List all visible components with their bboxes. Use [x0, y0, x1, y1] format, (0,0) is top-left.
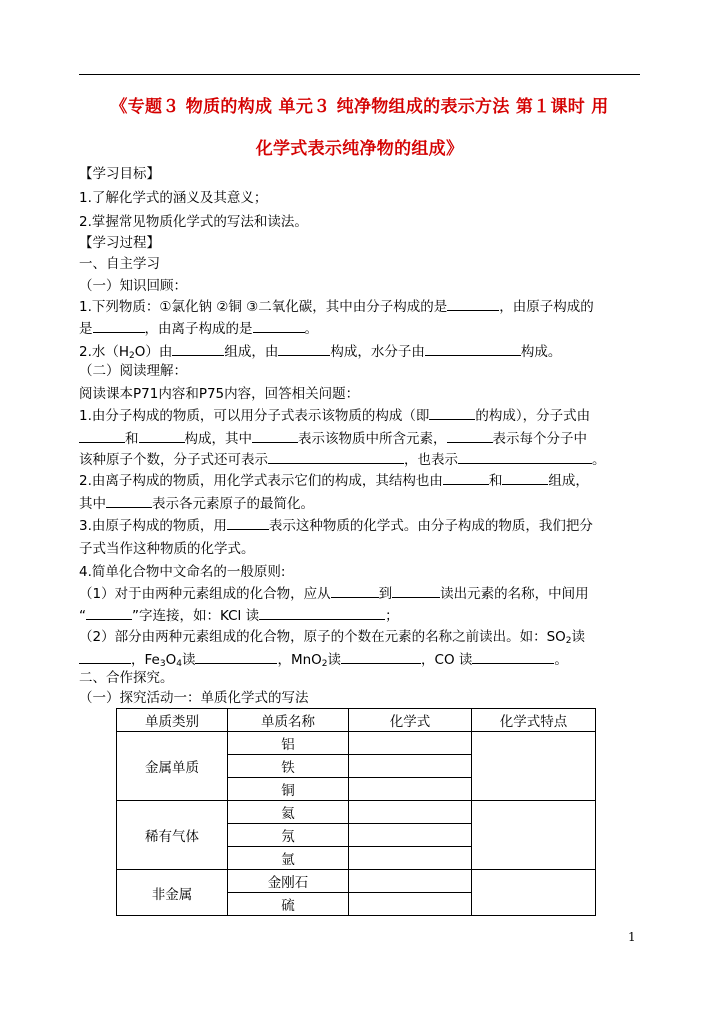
reading-3-line1: 3.由原子构成的物质，用 表示这种物质的化学式。由分子构成的物质，我们把分 — [79, 518, 593, 534]
blank-field[interactable] — [278, 343, 330, 356]
element-name-cell: 铁 — [228, 755, 349, 778]
reading-intro: 阅读课本P71内容和P75内容，回答相关问题： — [79, 386, 360, 402]
blank-field[interactable] — [443, 472, 489, 485]
feature-cell[interactable] — [472, 870, 596, 916]
question-1-line1: 1.下列物质：①氯化钠 ②铜 ③二氧化碳，其中由分子构成的是 ，由原子构成的 — [79, 299, 594, 315]
element-name-cell: 铝 — [228, 732, 349, 755]
section-1-heading: 一、自主学习 — [79, 256, 160, 272]
table-row — [117, 732, 596, 755]
blank-field[interactable] — [252, 430, 298, 443]
element-formula-table — [116, 708, 596, 916]
table-row — [117, 870, 596, 893]
goals-heading: 【学习目标】 — [79, 166, 160, 182]
blank-field[interactable] — [172, 343, 224, 356]
reading-2-line2: 其中 表示各元素原子的最简化。 — [79, 496, 314, 512]
question-1-line2: 是 ，由离子构成的是 。 — [79, 321, 318, 337]
formula-cell[interactable] — [349, 732, 472, 755]
blank-field[interactable] — [79, 430, 125, 443]
blank-field[interactable] — [425, 343, 521, 356]
element-name-cell: 金刚石 — [228, 870, 349, 893]
blank-field[interactable] — [392, 585, 440, 598]
formula-cell[interactable] — [349, 870, 472, 893]
table-header: 单质名称 — [228, 709, 349, 732]
table-header-row — [117, 709, 596, 732]
blank-field[interactable] — [86, 607, 132, 620]
blank-field[interactable] — [79, 651, 131, 664]
blank-field[interactable] — [458, 451, 592, 464]
blank-field[interactable] — [268, 451, 404, 464]
blank-field[interactable] — [341, 651, 421, 664]
formula-cell[interactable] — [349, 847, 472, 870]
reading-1-line3: 该种原子个数，分子式还可表示 ，也表示 。 — [79, 452, 606, 468]
rule-1-line1: （1）对于由两种元素组成的化合物，应从 到 读出元素的名称，中间用 — [79, 586, 589, 602]
formula-cell[interactable] — [349, 893, 472, 916]
formula-cell[interactable] — [349, 778, 472, 801]
reading-2-line1: 2.由离子构成的物质，用化学式表示它们的构成，其结构也由 和 组成， — [79, 473, 589, 489]
blank-field[interactable] — [139, 430, 185, 443]
document-title-line2: 化学式表示纯净物的组成》 — [255, 139, 464, 159]
goal-1: 1.了解化学式的涵义及其意义； — [79, 190, 268, 206]
goal-2: 2.掌握常见物质化学式的写法和读法。 — [79, 214, 308, 230]
feature-cell[interactable] — [472, 801, 596, 870]
blank-field[interactable] — [447, 298, 499, 311]
element-name-cell: 硫 — [228, 893, 349, 916]
formula-cell[interactable] — [349, 824, 472, 847]
element-name-cell: 氦 — [228, 801, 349, 824]
section-2-heading: 二、合作探究。 — [79, 670, 174, 686]
blank-field[interactable] — [259, 607, 385, 620]
reading-3-line2: 子式当作这种物质的化学式。 — [79, 541, 255, 557]
feature-cell[interactable] — [472, 732, 596, 801]
blank-field[interactable] — [331, 585, 379, 598]
activity-1-heading: （一）探究活动一：单质化学式的写法 — [79, 690, 309, 706]
blank-field[interactable] — [502, 472, 548, 485]
category-cell: 非金属 — [117, 870, 228, 916]
header-rule — [79, 74, 640, 75]
table-header: 化学式 — [349, 709, 472, 732]
blank-field[interactable] — [195, 651, 277, 664]
blank-field[interactable] — [429, 407, 475, 420]
blank-field[interactable] — [106, 495, 152, 508]
category-cell: 稀有气体 — [117, 801, 228, 870]
blank-field[interactable] — [227, 517, 269, 530]
blank-field[interactable] — [447, 430, 493, 443]
blank-field[interactable] — [93, 320, 145, 333]
element-name-cell: 氩 — [228, 847, 349, 870]
reading-1-line2: 和 构成，其中 表示该物质中所含元素， 表示每个分子中 — [79, 430, 640, 448]
reading-4: 4.简单化合物中文命名的一般原则: — [79, 564, 286, 580]
rule-2-line1: （2）部分由两种元素组成的化合物，原子的个数在元素的名称之前读出。如：$SO_2$读 — [79, 629, 586, 646]
subsection-reading: （二）阅读理解： — [79, 363, 187, 379]
blank-field[interactable] — [253, 320, 305, 333]
element-name-cell: 铜 — [228, 778, 349, 801]
reading-1-line1: 1.由分子构成的物质，可以用分子式表示该物质的构成（即 的构成），分子式由 — [79, 408, 591, 424]
table-header: 化学式特点 — [472, 709, 596, 732]
table-row — [117, 801, 596, 824]
category-cell: 金属单质 — [117, 732, 228, 801]
formula-cell[interactable] — [349, 801, 472, 824]
blank-field[interactable] — [472, 651, 554, 664]
question-2: 2.水$(H_2O)$由 组成，由 构成，水分子由 构成。 — [79, 344, 562, 361]
document-title-line1: 《专题３ 物质的构成 单元３ 纯净物组成的表示方法 第１课时 用 — [110, 97, 609, 117]
process-heading: 【学习过程】 — [79, 235, 160, 251]
formula-cell[interactable] — [349, 755, 472, 778]
page-number: 1 — [628, 930, 636, 944]
rule-2-line2: ，$Fe_3O_4$读 ，MnO$_2$读 ，CO 读 。 — [79, 651, 640, 673]
subsection-review: （一）知识回顾： — [79, 278, 187, 294]
rule-1-line2: “ ”字连接，如：KCl 读 ； — [79, 608, 399, 624]
element-name-cell: 氖 — [228, 824, 349, 847]
table-header: 单质类别 — [117, 709, 228, 732]
